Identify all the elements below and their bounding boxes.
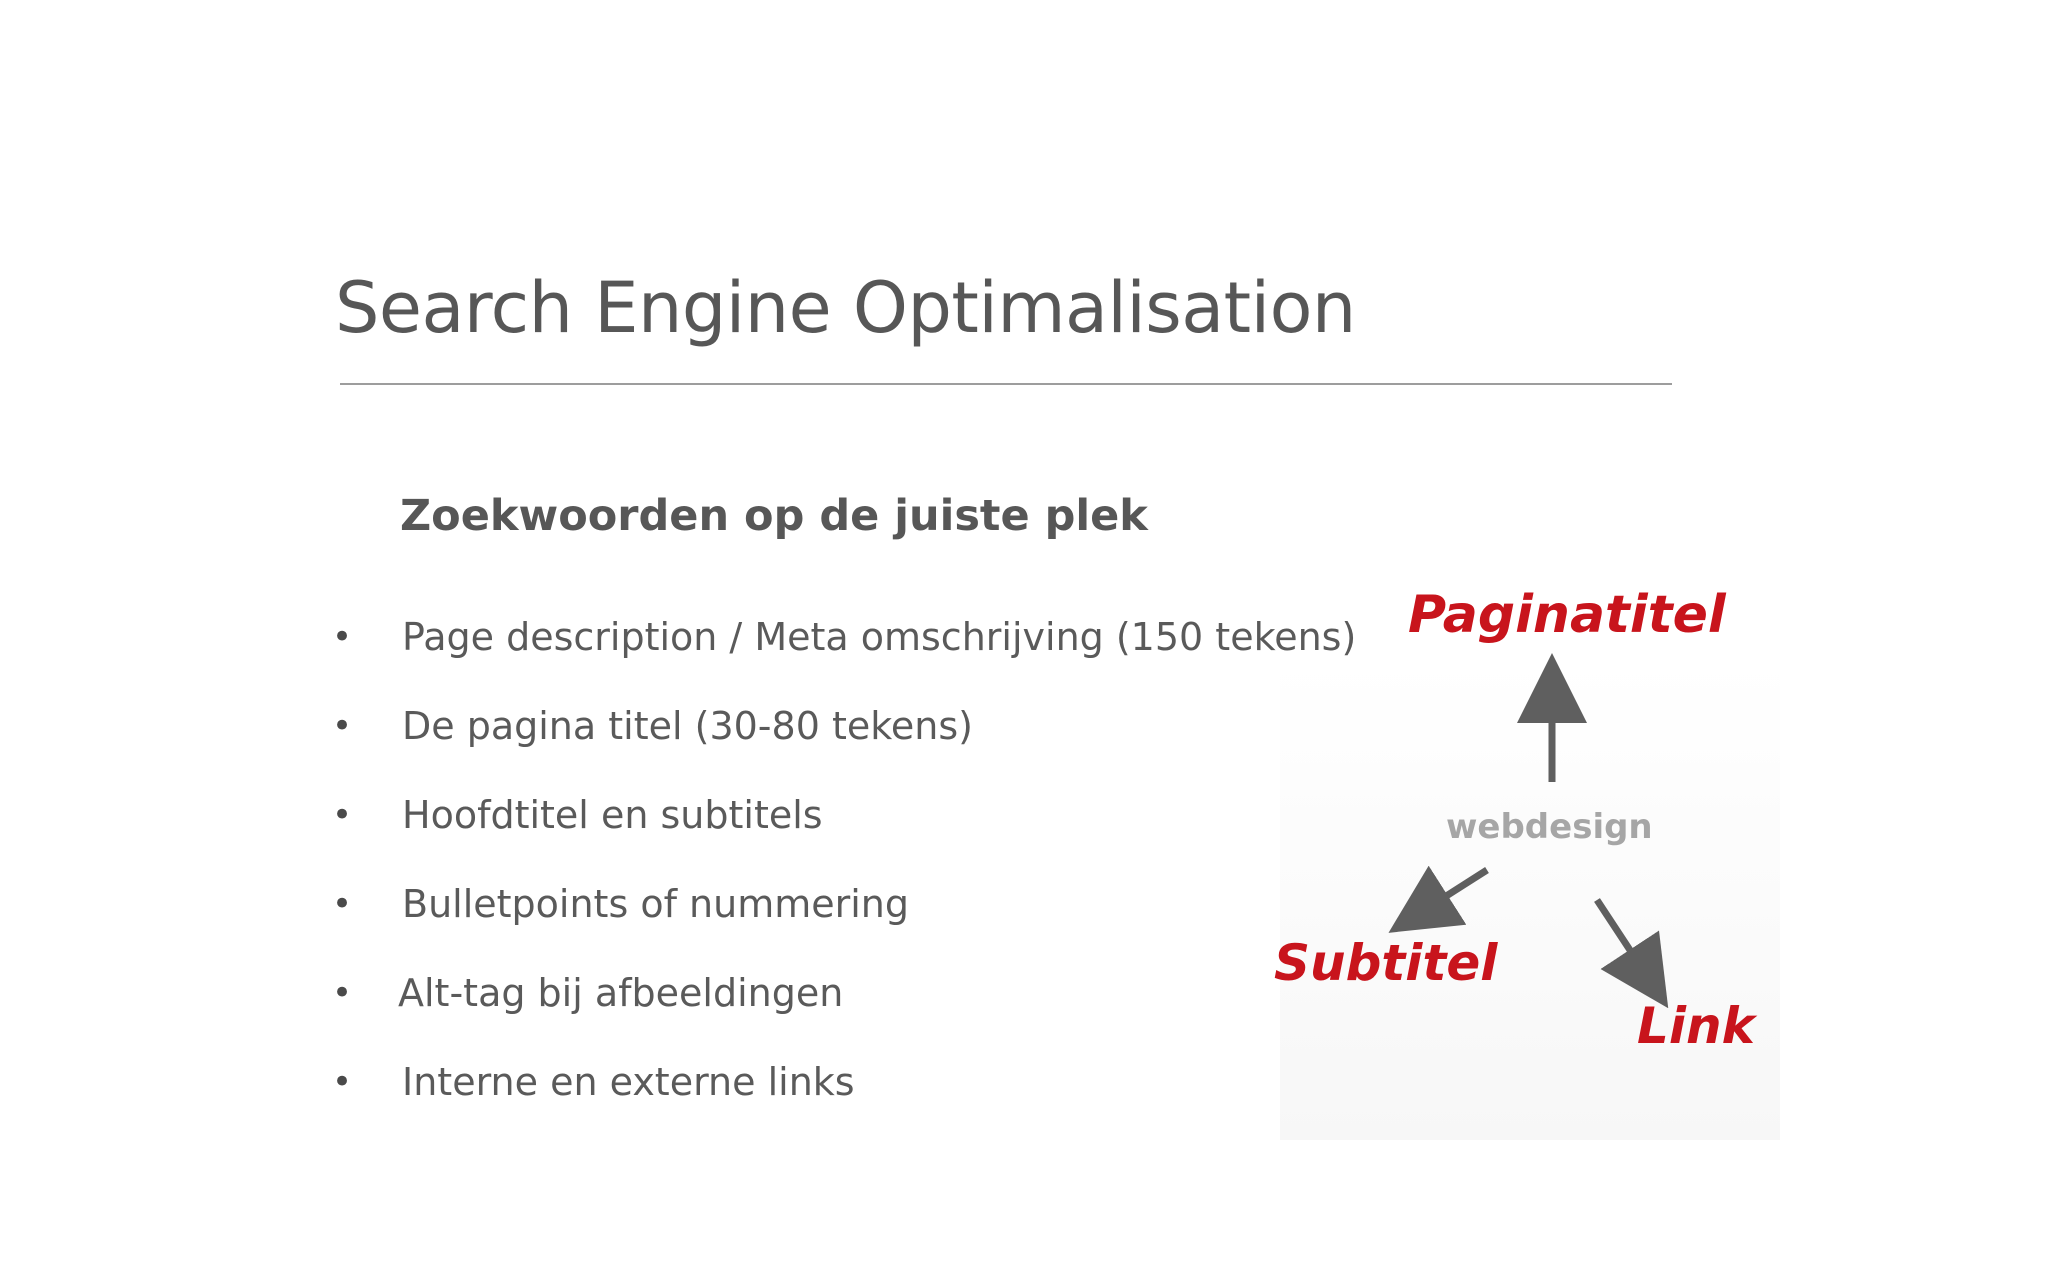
- bullet-text: Alt-tag bij afbeeldingen: [398, 971, 844, 1015]
- bullet-icon: •: [332, 973, 353, 1013]
- arrow-to-link: [1597, 900, 1649, 979]
- bullet-icon: •: [332, 617, 353, 657]
- bullet-text: Interne en externe links: [402, 1060, 855, 1104]
- diagram-label-subtitel: Subtitel: [1274, 934, 1498, 992]
- diagram-svg: [1260, 580, 1780, 1100]
- slide-title: Search Engine Optimalisation: [335, 267, 1356, 349]
- slide-subheading: Zoekwoorden op de juiste plek: [400, 491, 1148, 541]
- bullet-icon: •: [332, 884, 353, 924]
- bullet-text: Bulletpoints of nummering: [402, 882, 910, 926]
- bullet-text: Page description / Meta omschrijving (150 tekens): [402, 615, 1357, 659]
- title-divider: [340, 383, 1672, 385]
- diagram-label-link: Link: [1637, 997, 1755, 1055]
- webdesign-diagram: [1260, 580, 1780, 1100]
- bullet-icon: •: [332, 795, 353, 835]
- bullet-text: Hoofdtitel en subtitels: [402, 793, 823, 837]
- bullet-icon: •: [332, 1062, 353, 1102]
- bullet-icon: •: [332, 706, 353, 746]
- bullet-text: De pagina titel (30-80 tekens): [402, 704, 973, 748]
- arrow-to-subtitel: [1418, 870, 1487, 914]
- diagram-label-paginatitel: Paginatitel: [1408, 585, 1726, 645]
- diagram-center-label: webdesign: [1446, 807, 1653, 847]
